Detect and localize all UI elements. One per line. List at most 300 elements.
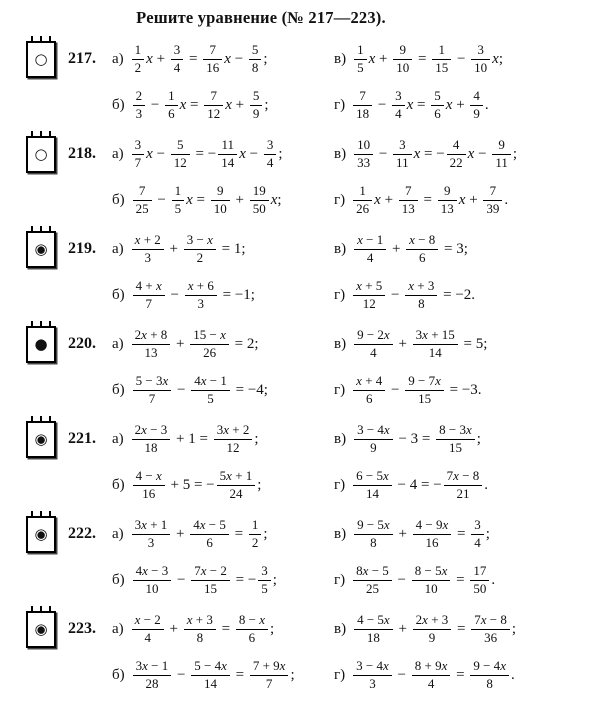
fraction-denominator: 36 (484, 629, 498, 645)
fraction-denominator: 4 (427, 675, 435, 691)
fraction (165, 89, 178, 122)
math-text: + (394, 525, 411, 542)
margin-icon-cell (26, 511, 68, 553)
fraction (405, 279, 437, 312)
math-text: x; (270, 191, 282, 208)
fraction-denominator: 4 (266, 154, 274, 170)
math-text: ; (264, 96, 269, 113)
fraction-denominator: 9 (473, 105, 480, 121)
fraction-numerator: 1 (249, 518, 262, 535)
item-label: г) (334, 381, 346, 398)
fraction-denominator: 11 (495, 154, 508, 170)
math-text: = −1; (218, 286, 255, 303)
math-text: x = (406, 96, 430, 113)
fraction-numerator: 3 − 4x (353, 659, 392, 676)
equation-g (334, 564, 606, 597)
fraction-denominator: 5 (174, 200, 182, 216)
math-text: − 4 = − (393, 476, 442, 493)
fraction (412, 659, 451, 692)
fraction-numerator: 9 (211, 184, 230, 201)
fraction (203, 43, 222, 76)
fraction (471, 613, 510, 646)
math-text: = −3. (445, 381, 482, 398)
fraction-denominator: 16 (425, 534, 439, 550)
equation-a (112, 518, 334, 551)
level-icon: ○ (34, 145, 48, 163)
fraction-numerator: 1 (353, 184, 372, 201)
math-text: − (173, 666, 190, 683)
math-text: = (453, 620, 470, 637)
fraction-denominator: 5 (261, 580, 268, 596)
equation-b (112, 374, 334, 407)
fraction (470, 89, 483, 122)
problem-number: 220. (68, 335, 96, 352)
fraction-numerator: 6 − 5x (353, 469, 392, 486)
fraction-numerator: 5 − 4x (191, 659, 230, 676)
fraction-denominator: 4 (395, 105, 402, 121)
fraction-denominator: 9 (370, 439, 377, 455)
problem-number: 218. (68, 145, 96, 162)
fraction (354, 233, 386, 266)
math-text: + (165, 240, 182, 257)
fraction-denominator: 18 (356, 105, 370, 121)
fraction (353, 184, 372, 217)
page-title: Решите уравнение (№ 217—223). (136, 8, 386, 27)
math-text: = − (231, 571, 257, 588)
margin-icon-cell (26, 416, 68, 458)
fraction (444, 469, 483, 502)
fraction-numerator: 5 (250, 89, 263, 106)
fraction (393, 43, 412, 76)
equation-v (334, 328, 606, 361)
fraction-numerator: 10 (354, 138, 373, 155)
item-label: б) (112, 666, 125, 683)
math-text: − (393, 571, 410, 588)
math-text: x + (458, 191, 482, 208)
fraction-denominator: 3 (147, 534, 155, 550)
fraction-numerator: 7x − 8 (471, 613, 510, 630)
fraction-numerator: 9 (438, 184, 457, 201)
fraction-numerator: 7 (483, 184, 502, 201)
math-text: = −2. (439, 286, 476, 303)
fraction-denominator: 25 (135, 200, 149, 216)
math-text: x = (179, 96, 203, 113)
fraction-numerator: 4 − 9x (413, 518, 452, 535)
margin-icon-cell (26, 226, 68, 268)
fraction-denominator: 21 (456, 485, 470, 501)
fraction-denominator: 6 (418, 249, 426, 265)
fraction (171, 138, 190, 171)
math-text: ; (511, 620, 517, 637)
fraction (354, 423, 393, 456)
fraction-numerator: 7 (399, 184, 418, 201)
fraction (354, 613, 393, 646)
problems-list (26, 36, 606, 698)
math-text: x + (146, 50, 169, 67)
fraction (405, 374, 444, 407)
fraction-numerator: 7 (204, 89, 223, 106)
fraction-numerator: 9 (492, 138, 511, 155)
fraction-numerator: 7 (133, 184, 152, 201)
math-text: = (419, 191, 436, 208)
math-text: = (217, 620, 234, 637)
math-text: x + (374, 191, 397, 208)
fraction-numerator: 4 (470, 89, 483, 106)
item-label: г) (334, 286, 346, 303)
fraction (413, 518, 452, 551)
fraction-numerator: 8 + 9x (412, 659, 451, 676)
fraction (471, 518, 484, 551)
fraction-numerator: 2x + 3 (413, 613, 452, 630)
fraction-denominator: 28 (145, 675, 159, 691)
item-label: в) (334, 145, 347, 162)
equation-a (112, 328, 334, 361)
fraction-numerator: 3 (392, 89, 405, 106)
math-text: ; (278, 145, 283, 162)
problem-block (26, 36, 606, 128)
fraction-numerator: 4x − 3 (133, 564, 172, 581)
margin-icon-cell (26, 606, 68, 648)
math-text: ; (512, 145, 518, 162)
fraction (447, 138, 466, 171)
equation-g (334, 279, 606, 312)
fraction-numerator: 1 (132, 43, 145, 60)
fraction-denominator: 15 (448, 439, 462, 455)
math-text: + (388, 240, 405, 257)
level-icon: ◉ (34, 430, 48, 448)
item-label: г) (334, 571, 346, 588)
fraction-denominator: 18 (144, 439, 158, 455)
math-text: x − (224, 50, 247, 67)
fraction-denominator: 10 (145, 580, 159, 596)
fraction-denominator: 6 (168, 105, 175, 121)
math-text: + (172, 525, 189, 542)
math-text: = 3; (440, 240, 468, 257)
item-label: б) (112, 286, 125, 303)
fraction (471, 43, 490, 76)
fraction (399, 184, 418, 217)
fraction-denominator: 26 (203, 344, 217, 360)
math-text: = 1; (217, 240, 246, 257)
fraction (470, 564, 489, 597)
fraction (354, 138, 373, 171)
fraction-denominator: 6 (206, 534, 213, 550)
math-text: − (166, 286, 183, 303)
equation-g (334, 184, 606, 217)
fraction (132, 613, 164, 646)
fraction (353, 469, 392, 502)
problem-number: 221. (68, 430, 96, 447)
fraction (236, 613, 268, 646)
math-text: x − (239, 145, 262, 162)
fraction-numerator: 9 − 4x (470, 659, 509, 676)
math-text: x + (368, 50, 392, 67)
margin-icon-cell (26, 36, 68, 78)
math-text: . (510, 666, 515, 683)
equation-a (112, 43, 334, 76)
fraction-numerator: 9 − 2x (354, 328, 393, 345)
fraction-denominator: 3 (144, 249, 151, 265)
math-text: ; (263, 50, 268, 67)
math-text: + (394, 620, 411, 637)
math-text: ; (272, 571, 277, 588)
fraction-denominator: 24 (229, 485, 243, 501)
swirl-circle-notepad-icon (26, 516, 56, 553)
fraction-denominator: 5 (357, 59, 364, 75)
fraction (431, 89, 444, 122)
item-label: а) (112, 525, 124, 542)
math-text: = (453, 525, 470, 542)
fraction-numerator: x + 6 (185, 279, 217, 296)
fraction-numerator: 5 (431, 89, 444, 106)
equation-g (334, 469, 606, 502)
fraction (132, 328, 171, 361)
fraction (412, 564, 451, 597)
fraction-numerator: 3x + 15 (413, 328, 458, 345)
fraction-numerator: 3 − 4x (354, 423, 393, 440)
fraction (132, 138, 145, 171)
fraction-denominator: 14 (221, 154, 235, 170)
fraction-numerator: 2x + 8 (132, 328, 171, 345)
fraction-denominator: 15 (204, 580, 218, 596)
fraction-numerator: x − 1 (354, 233, 386, 250)
fraction-numerator: 9 − 5x (354, 518, 393, 535)
math-text: x − (467, 145, 491, 162)
fraction (191, 374, 230, 407)
fraction (184, 233, 216, 266)
fraction (353, 659, 392, 692)
item-label: г) (334, 191, 346, 208)
fraction (354, 328, 393, 361)
open-circle-notepad-icon (26, 41, 56, 78)
math-text: = − (191, 145, 217, 162)
fraction-denominator: 4 (474, 534, 481, 550)
item-label: б) (112, 96, 125, 113)
equation-g (334, 89, 606, 122)
fraction (354, 518, 393, 551)
fraction-denominator: 7 (265, 675, 273, 691)
math-text: − (453, 50, 470, 67)
fraction-denominator: 14 (204, 675, 218, 691)
fraction-denominator: 6 (434, 105, 441, 121)
fraction (191, 659, 230, 692)
math-text: . (504, 191, 509, 208)
fraction-numerator: 7x − 8 (444, 469, 483, 486)
equation-a (112, 613, 334, 646)
fraction (211, 184, 230, 217)
level-icon: ○ (34, 50, 48, 68)
problem-block (26, 416, 606, 508)
open-circle-notepad-icon (26, 136, 56, 173)
fraction-denominator: 11 (396, 154, 409, 170)
math-text: x = (186, 191, 209, 208)
fraction (250, 184, 269, 217)
math-text: ; (290, 666, 295, 683)
fraction-denominator: 3 (135, 105, 143, 121)
fraction (353, 279, 385, 312)
fraction-denominator: 10 (396, 59, 410, 75)
fraction-denominator: 13 (401, 200, 415, 216)
fraction-denominator: 14 (365, 485, 379, 501)
fraction-numerator: 3 (471, 43, 490, 60)
item-label: г) (334, 96, 346, 113)
fraction-denominator: 33 (357, 154, 371, 170)
fraction-numerator: x + 3 (184, 613, 216, 630)
fraction-denominator: 4 (144, 629, 151, 645)
math-text: − 3 = (394, 430, 435, 447)
fraction (190, 328, 229, 361)
fraction-numerator: 8 − 5x (412, 564, 451, 581)
fraction-denominator: 50 (252, 200, 266, 216)
fraction-denominator: 4 (366, 249, 374, 265)
fraction-denominator: 8 (370, 534, 377, 550)
fraction-denominator: 4 (173, 59, 181, 75)
fraction (218, 138, 237, 171)
fraction-denominator: 3 (197, 295, 205, 311)
math-text: + (165, 620, 182, 637)
fraction-numerator: 1 (432, 43, 451, 60)
fraction-numerator: 7 (353, 89, 372, 106)
fraction-denominator: 22 (449, 154, 463, 170)
fraction-numerator: 2x − 3 (132, 423, 171, 440)
swirl-circle-notepad-icon (26, 611, 56, 648)
problem-block (26, 321, 606, 413)
item-label: в) (334, 240, 347, 257)
fraction-numerator: x + 4 (353, 374, 385, 391)
fraction (133, 89, 146, 122)
fraction-denominator: 18 (366, 629, 380, 645)
fraction-numerator: 3 (264, 138, 277, 155)
fraction-numerator: 3 (171, 43, 184, 60)
math-text: x + (445, 96, 469, 113)
problem-block (26, 606, 606, 698)
fraction-numerator: 1 (354, 43, 367, 60)
fraction-denominator: 12 (173, 154, 187, 170)
item-label: б) (112, 476, 125, 493)
math-text: ; (254, 430, 259, 447)
math-text: = (452, 571, 469, 588)
math-text: − (375, 145, 392, 162)
item-label: б) (112, 191, 125, 208)
fraction-denominator: 8 (486, 675, 493, 691)
fraction-denominator: 26 (356, 200, 370, 216)
math-text: − (173, 571, 190, 588)
math-text: = 5; (459, 335, 488, 352)
fraction-numerator: 5 (249, 43, 262, 60)
math-text: ; (263, 525, 268, 542)
math-text: x; (492, 50, 503, 67)
problem-number: 222. (68, 525, 96, 542)
math-text: − (393, 666, 410, 683)
item-label: в) (334, 430, 347, 447)
item-label: а) (112, 335, 124, 352)
equation-v (334, 423, 606, 456)
fraction-numerator: 7x − 2 (191, 564, 230, 581)
item-label: а) (112, 145, 124, 162)
fraction (171, 43, 184, 76)
fraction (250, 89, 263, 122)
fraction (133, 564, 172, 597)
fraction (184, 613, 216, 646)
fraction-denominator: 25 (365, 580, 379, 596)
item-label: б) (112, 381, 125, 398)
fraction (132, 43, 145, 76)
item-label: б) (112, 571, 125, 588)
fraction-denominator: 10 (424, 580, 438, 596)
margin-icon-cell (26, 321, 68, 363)
math-text: + (394, 335, 411, 352)
fraction-denominator: 14 (428, 344, 442, 360)
math-text: = (231, 666, 248, 683)
fraction-numerator: 11 (218, 138, 237, 155)
fraction-denominator: 16 (206, 59, 220, 75)
swirl-circle-notepad-icon (26, 231, 56, 268)
fraction (250, 659, 289, 692)
fraction-denominator: 5 (207, 390, 214, 406)
item-label: г) (334, 476, 346, 493)
fraction (353, 564, 392, 597)
equation-g (334, 659, 606, 692)
fraction-numerator: 1 (165, 89, 178, 106)
level-icon: ● (34, 335, 48, 353)
item-label: а) (112, 620, 124, 637)
fraction (204, 89, 223, 122)
fraction-numerator: 5 (171, 138, 190, 155)
fraction (353, 374, 385, 407)
fraction-denominator: 13 (440, 200, 454, 216)
fraction-numerator: 4 − 5x (354, 613, 393, 630)
problem-number: 223. (68, 620, 96, 637)
fraction (436, 423, 475, 456)
fraction-numerator: 4x − 1 (191, 374, 230, 391)
fraction-denominator: 7 (148, 390, 156, 406)
fraction-denominator: 2 (196, 249, 204, 265)
fraction-numerator: 4 + x (133, 279, 165, 296)
fraction-denominator: 2 (251, 534, 259, 550)
equation-a (112, 423, 334, 456)
math-text: − (387, 286, 404, 303)
fraction (413, 328, 458, 361)
margin-icon-cell (26, 131, 68, 173)
fraction (214, 423, 253, 456)
math-text: ; (269, 620, 275, 637)
fraction-numerator: 3 (258, 564, 271, 581)
level-icon: ◉ (34, 620, 48, 638)
fraction (432, 43, 451, 76)
fraction-denominator: 9 (252, 105, 260, 121)
fraction (133, 184, 152, 217)
problem-block (26, 226, 606, 318)
fraction-numerator: x − 2 (132, 613, 164, 630)
item-label: а) (112, 430, 124, 447)
fraction (413, 613, 452, 646)
fraction (492, 138, 511, 171)
fraction-numerator: 4 (447, 138, 466, 155)
fraction (185, 279, 217, 312)
fraction-numerator: x + 3 (405, 279, 437, 296)
fraction (132, 423, 171, 456)
math-text: ; (476, 430, 481, 447)
math-text: − (387, 381, 404, 398)
equation-v (334, 43, 606, 76)
math-text: − (374, 96, 391, 113)
fraction (483, 184, 502, 217)
fraction-numerator: 9 (393, 43, 412, 60)
fraction (133, 374, 172, 407)
math-text: . (484, 476, 489, 493)
fraction-numerator: 9 − 7x (405, 374, 444, 391)
fraction-numerator: 8 − 3x (436, 423, 475, 440)
